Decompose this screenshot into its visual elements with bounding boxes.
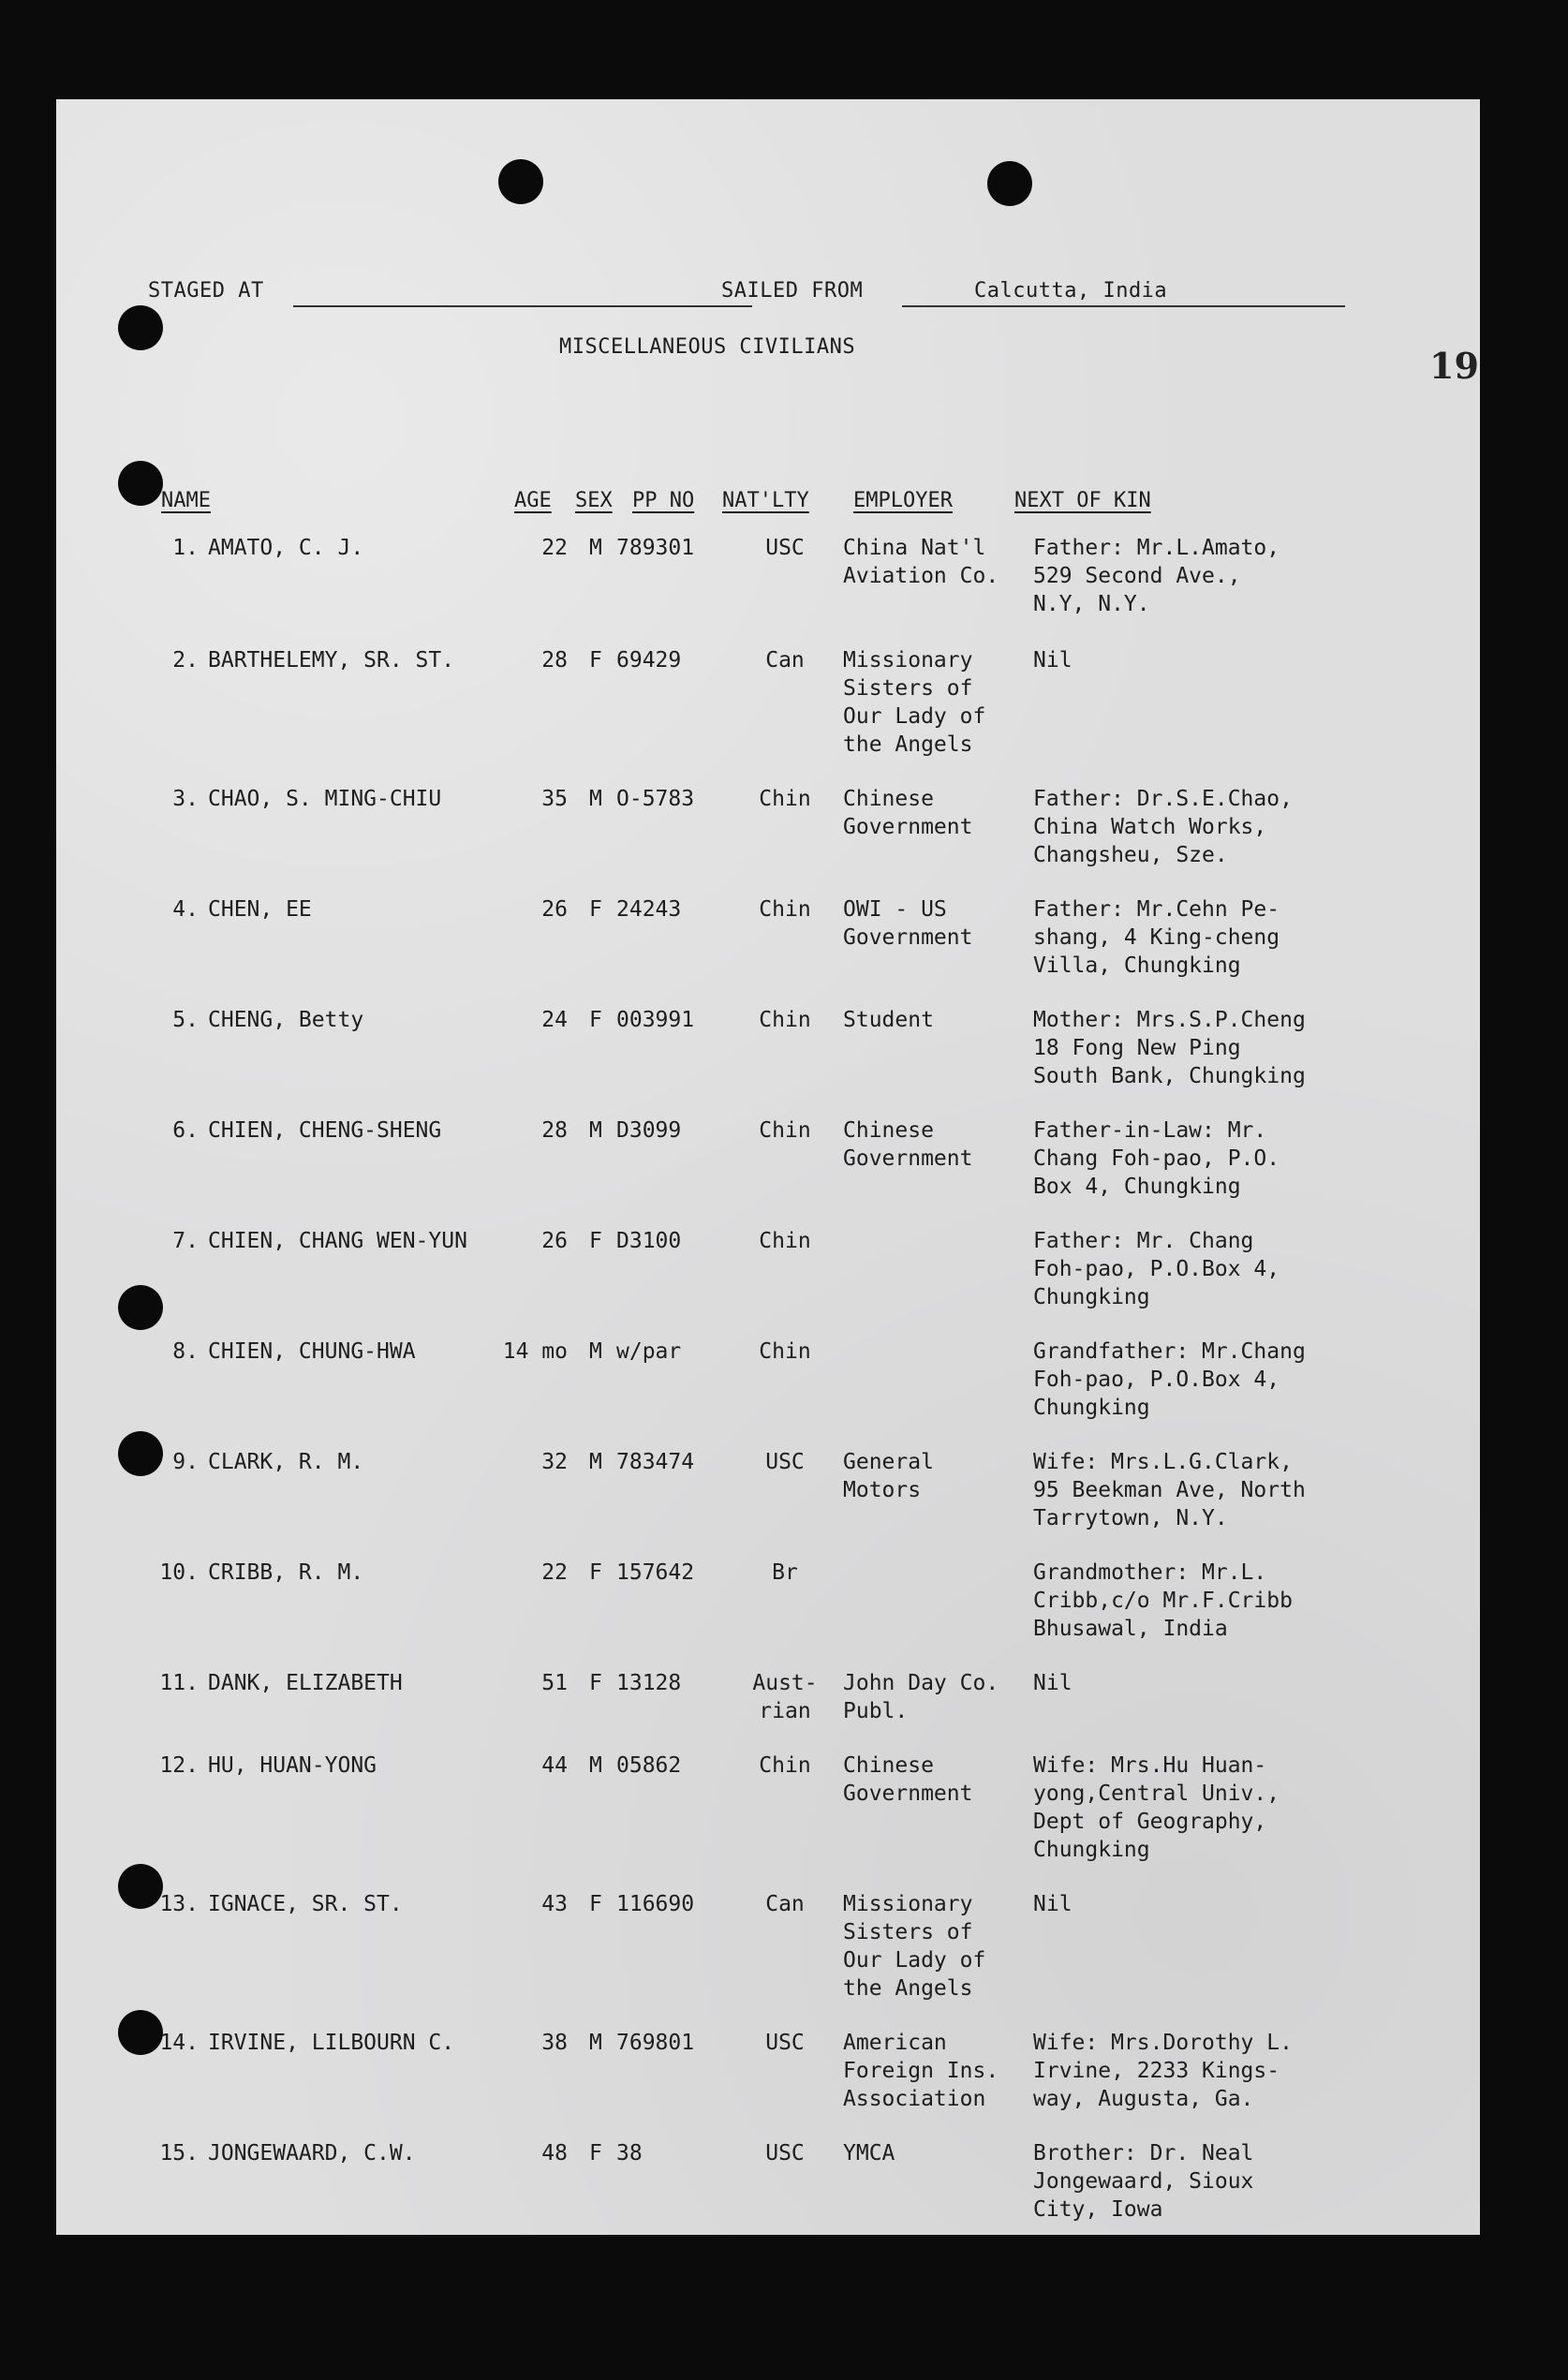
passenger-sex: F <box>589 1671 602 1695</box>
punch-hole <box>987 161 1032 206</box>
passport-number: 69429 <box>616 648 682 673</box>
manifest-sheet <box>56 99 1480 2235</box>
passenger-age: 14 mo <box>502 1339 568 1364</box>
employer: John Day Co. Publ. <box>843 1671 999 1723</box>
nationality: Can <box>765 648 805 673</box>
employer: Chinese Government <box>843 1753 973 1806</box>
row-number: 2. <box>172 648 199 673</box>
nationality: USC <box>765 2141 805 2166</box>
passenger-sex: M <box>589 787 602 811</box>
passenger-age: 32 <box>541 1450 568 1474</box>
next-of-kin: Nil <box>1033 648 1072 673</box>
passenger-sex: M <box>589 1753 602 1778</box>
row-number: 8. <box>172 1339 199 1364</box>
next-of-kin: Brother: Dr. Neal Jongewaard, Sioux City, Iowa <box>1033 2141 1254 2222</box>
nationality: Chin <box>759 1753 811 1778</box>
passport-number: w/par <box>616 1339 682 1364</box>
row-number: 11. <box>159 1671 199 1695</box>
passenger-sex: F <box>589 1560 602 1585</box>
nationality: Chin <box>759 1118 811 1143</box>
punch-hole <box>118 1285 163 1330</box>
passport-number: D3099 <box>616 1118 682 1143</box>
nationality: USC <box>765 2031 805 2055</box>
nationality: Br <box>772 1560 798 1585</box>
passenger-age: 48 <box>541 2141 568 2166</box>
staged-at-label: STAGED AT <box>148 279 264 303</box>
passport-number: 05862 <box>616 1753 682 1778</box>
passenger-name: CRIBB, R. M. <box>208 1560 364 1585</box>
passenger-sex: F <box>589 1229 602 1253</box>
passenger-age: 44 <box>541 1753 568 1778</box>
employer: China Nat'l Aviation Co. <box>843 536 999 588</box>
row-number: 6. <box>172 1118 199 1143</box>
passenger-age: 38 <box>541 2031 568 2055</box>
row-number: 3. <box>172 787 199 811</box>
row-number: 7. <box>172 1229 199 1253</box>
column-header-sex: SEX <box>575 489 613 512</box>
passport-number: 24243 <box>616 897 682 922</box>
passenger-name: CLARK, R. M. <box>208 1450 364 1474</box>
sailed-from-value: Calcutta, India <box>974 279 1168 303</box>
nationality: Chin <box>759 897 811 922</box>
passenger-age: 28 <box>541 1118 568 1143</box>
passenger-sex: F <box>589 1008 602 1032</box>
next-of-kin: Wife: Mrs.Dorothy L. Irvine, 2233 Kings- way, Augusta, Ga. <box>1033 2031 1293 2111</box>
passenger-name: AMATO, C. J. <box>208 536 364 560</box>
next-of-kin: Father-in-Law: Mr. Chang Foh-pao, P.O. Box 4, Chungking <box>1033 1118 1280 1199</box>
next-of-kin: Grandmother: Mr.L. Cribb,c/o Mr.F.Cribb Bhusawal, India <box>1033 1560 1293 1641</box>
passenger-age: 43 <box>541 1892 568 1916</box>
passenger-sex: F <box>589 2141 602 2166</box>
next-of-kin: Wife: Mrs.Hu Huan- yong,Central Univ., Dept of Geography, Chungking <box>1033 1753 1280 1862</box>
employer: Chinese Government <box>843 787 973 839</box>
nationality: Aust- rian <box>752 1671 818 1723</box>
passenger-sex: M <box>589 2031 602 2055</box>
next-of-kin: Nil <box>1033 1892 1072 1916</box>
employer: Student <box>843 1008 934 1032</box>
next-of-kin: Father: Mr.Cehn Pe- shang, 4 King-cheng Villa, Chungking <box>1033 897 1280 978</box>
passenger-age: 22 <box>541 536 568 560</box>
passenger-name: JONGEWAARD, C.W. <box>208 2141 416 2166</box>
passenger-name: CHEN, EE <box>208 897 312 922</box>
nationality: Chin <box>759 787 811 811</box>
passenger-age: 51 <box>541 1671 568 1695</box>
passenger-age: 35 <box>541 787 568 811</box>
column-header-nationality: NAT'LTY <box>722 489 809 512</box>
next-of-kin: Father: Dr.S.E.Chao, China Watch Works, Changsheu, Sze. <box>1033 787 1293 867</box>
nationality: Chin <box>759 1008 811 1032</box>
row-number: 9. <box>172 1450 199 1474</box>
punch-hole <box>498 159 543 204</box>
passenger-sex: F <box>589 1892 602 1916</box>
passport-number: 116690 <box>616 1892 695 1916</box>
next-of-kin: Nil <box>1033 1671 1072 1695</box>
passenger-name: CHIEN, CHANG WEN-YUN <box>208 1229 467 1253</box>
passenger-name: CHIEN, CHUNG-HWA <box>208 1339 416 1364</box>
passport-number: 769801 <box>616 2031 695 2055</box>
passenger-age: 22 <box>541 1560 568 1585</box>
passenger-name: BARTHELEMY, SR. ST. <box>208 648 455 673</box>
passenger-age: 28 <box>541 648 568 673</box>
employer: Chinese Government <box>843 1118 973 1171</box>
employer: American Foreign Ins. Association <box>843 2031 999 2111</box>
passenger-name: IRVINE, LILBOURN C. <box>208 2031 455 2055</box>
employer: General Motors <box>843 1450 934 1502</box>
passenger-sex: M <box>589 536 602 560</box>
passport-number: D3100 <box>616 1229 682 1253</box>
passport-number: 783474 <box>616 1450 695 1474</box>
nationality: Chin <box>759 1229 811 1253</box>
nationality: Chin <box>759 1339 811 1364</box>
page-number: 19 <box>1429 345 1479 387</box>
passenger-sex: M <box>589 1450 602 1474</box>
column-header-next-of-kin: NEXT OF KIN <box>1014 489 1151 512</box>
column-header-pp-no: PP NO <box>632 489 695 512</box>
employer: YMCA <box>843 2141 895 2166</box>
next-of-kin: Wife: Mrs.L.G.Clark, 95 Beekman Ave, North Tarrytown, N.Y. <box>1033 1450 1306 1530</box>
passenger-sex: M <box>589 1339 602 1364</box>
nationality: USC <box>765 536 805 560</box>
employer: Missionary Sisters of Our Lady of the Angels <box>843 1892 986 2001</box>
passenger-name: DANK, ELIZABETH <box>208 1671 403 1695</box>
passport-number: 13128 <box>616 1671 682 1695</box>
employer: Missionary Sisters of Our Lady of the Angels <box>843 648 986 757</box>
sailed-from-label: SAILED FROM <box>721 279 864 303</box>
passenger-name: IGNACE, SR. ST. <box>208 1892 403 1916</box>
passenger-sex: F <box>589 897 602 922</box>
passenger-name: CHENG, Betty <box>208 1008 364 1032</box>
employer: OWI - US Government <box>843 897 973 950</box>
passenger-age: 24 <box>541 1008 568 1032</box>
row-number: 15. <box>159 2141 199 2166</box>
next-of-kin: Father: Mr. Chang Foh-pao, P.O.Box 4, Chungking <box>1033 1229 1280 1309</box>
passenger-name: CHIEN, CHENG-SHENG <box>208 1118 442 1143</box>
column-header-name: NAME <box>161 489 211 512</box>
nationality: USC <box>765 1450 805 1474</box>
row-number: 4. <box>172 897 199 922</box>
column-header-employer: EMPLOYER <box>853 489 953 512</box>
next-of-kin: Father: Mr.L.Amato, 529 Second Ave., N.Y, N.Y. <box>1033 536 1280 616</box>
list-title: MISCELLANEOUS CIVILIANS <box>559 335 856 359</box>
row-number: 13. <box>159 1892 199 1916</box>
passport-number: O-5783 <box>616 787 695 811</box>
passport-number: 789301 <box>616 536 695 560</box>
nationality: Can <box>765 1892 805 1916</box>
sailed-from-line <box>902 305 1345 307</box>
punch-hole <box>118 305 163 350</box>
passenger-age: 26 <box>541 897 568 922</box>
punch-hole <box>118 461 163 506</box>
row-number: 14. <box>159 2031 199 2055</box>
passenger-sex: M <box>589 1118 602 1143</box>
passenger-name: HU, HUAN-YONG <box>208 1753 377 1778</box>
row-number: 12. <box>159 1753 199 1778</box>
passenger-sex: F <box>589 648 602 673</box>
row-number: 5. <box>172 1008 199 1032</box>
next-of-kin: Mother: Mrs.S.P.Cheng 18 Fong New Ping South Bank, Chungking <box>1033 1008 1306 1088</box>
column-header-age: AGE <box>514 489 552 512</box>
passport-number: 157642 <box>616 1560 695 1585</box>
row-number: 10. <box>159 1560 199 1585</box>
passenger-age: 26 <box>541 1229 568 1253</box>
passport-number: 003991 <box>616 1008 695 1032</box>
next-of-kin: Grandfather: Mr.Chang Foh-pao, P.O.Box 4, Chungking <box>1033 1339 1306 1420</box>
staged-at-line <box>293 305 752 307</box>
passport-number: 38 <box>616 2141 643 2166</box>
row-number: 1. <box>172 536 199 560</box>
passenger-name: CHAO, S. MING-CHIU <box>208 787 442 811</box>
